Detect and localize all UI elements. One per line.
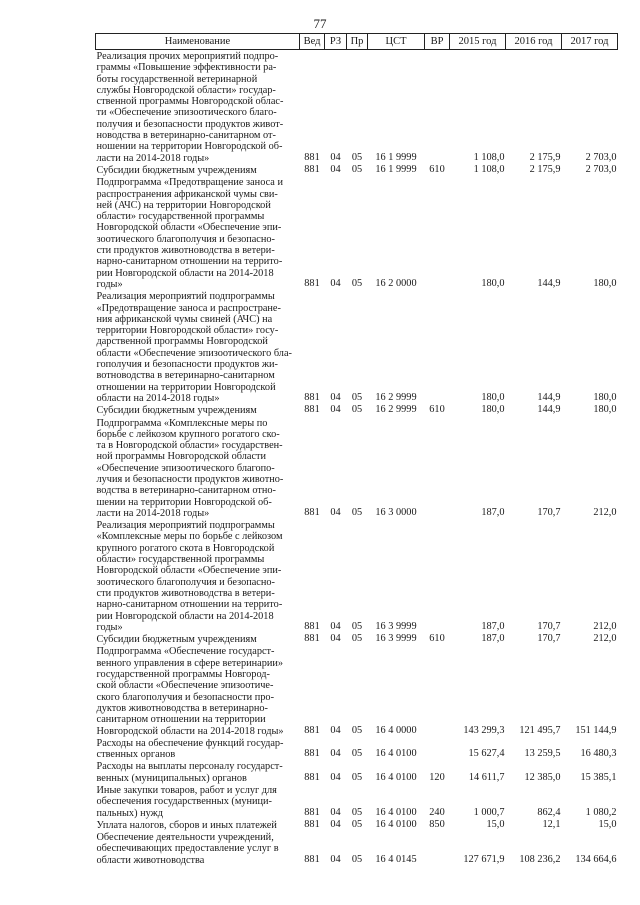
table-row	[96, 819, 618, 831]
row-name: Реализация мероприятий подпрограммы «Комплексные меры по борьбе с лейкозом крупного рогатого скота в Новгородской области» государственной программы Новгородской области «Обеспечение эпи- зоотического благополучия и безопасно- сти продуктов животноводства в ветери- нарно-санитарном отношении на террито- рии Новгородской области на 2014-2018 годы»	[96, 520, 283, 633]
row-pr: 05	[351, 620, 363, 632]
row-amount-2015: 15,0	[486, 818, 505, 830]
row-ved: 881	[304, 806, 320, 818]
row-amount-2017: 180,0	[593, 404, 617, 416]
row-amount-2016: 12 385,0	[524, 771, 561, 783]
row-ved: 881	[304, 633, 320, 645]
row-cst: 16 4 0000	[375, 724, 417, 736]
row-name: Субсидии бюджетным учреждениям	[96, 164, 257, 176]
row-amount-2017: 180,0	[593, 391, 617, 403]
header-2017: 2017 год	[562, 34, 618, 50]
row-amount-2016: 170,7	[537, 633, 561, 645]
table-row	[96, 831, 618, 866]
row-rz: 04	[330, 853, 341, 865]
table-row	[96, 760, 618, 784]
row-cst: 16 1 9999	[375, 151, 417, 163]
row-rz: 04	[330, 391, 341, 403]
row-rz: 04	[330, 806, 341, 818]
table-row	[96, 404, 618, 416]
row-rz: 04	[330, 277, 341, 289]
row-ved: 881	[304, 620, 320, 632]
row-vr: 610	[429, 633, 445, 645]
row-amount-2015: 1 108,0	[473, 163, 505, 175]
row-amount-2015: 187,0	[481, 633, 505, 645]
table-row	[96, 519, 618, 633]
row-ved: 881	[304, 724, 320, 736]
row-rz: 04	[330, 748, 341, 760]
row-rz: 04	[330, 771, 341, 783]
table-body	[96, 50, 618, 867]
row-amount-2017: 151 144,9	[575, 724, 617, 736]
header-cst: ЦСТ	[368, 34, 425, 50]
row-amount-2016: 144,9	[537, 391, 561, 403]
row-ved: 881	[304, 151, 320, 163]
table-row	[96, 645, 618, 736]
row-rz: 04	[330, 506, 341, 518]
row-amount-2016: 12,1	[542, 818, 561, 830]
row-amount-2016: 121 495,7	[519, 724, 561, 736]
row-ved: 881	[304, 818, 320, 830]
row-ved: 881	[304, 506, 320, 518]
row-pr: 05	[351, 748, 363, 760]
row-vr	[425, 176, 450, 290]
row-amount-2017: 212,0	[593, 620, 617, 632]
row-amount-2016: 13 259,5	[524, 748, 561, 760]
row-amount-2017: 15 385,1	[580, 771, 617, 783]
row-name: Обеспечение деятельности учреждений, обеспечивающих предоставление услуг в области животноводства	[96, 832, 279, 866]
row-amount-2015: 1 000,7	[473, 806, 505, 818]
row-pr: 05	[351, 818, 363, 830]
row-pr: 05	[351, 806, 363, 818]
row-name: Субсидии бюджетным учреждениям	[96, 405, 257, 417]
row-pr: 05	[351, 724, 363, 736]
table-header-row	[96, 34, 618, 50]
row-amount-2017: 2 703,0	[585, 151, 617, 163]
row-amount-2015: 187,0	[481, 620, 505, 632]
row-name: Субсидии бюджетным учреждениям	[96, 634, 257, 646]
row-cst: 16 1 9999	[375, 163, 417, 175]
row-amount-2017: 212,0	[593, 633, 617, 645]
row-rz: 04	[330, 620, 341, 632]
row-amount-2015: 180,0	[481, 277, 505, 289]
row-amount-2017: 15,0	[598, 818, 617, 830]
row-amount-2015: 180,0	[481, 391, 505, 403]
row-pr: 05	[351, 633, 363, 645]
row-amount-2015: 1 108,0	[473, 151, 505, 163]
row-vr: 850	[429, 818, 445, 830]
row-name: Уплата налогов, сборов и иных платежей	[96, 819, 277, 831]
row-amount-2016: 108 236,2	[519, 853, 561, 865]
row-cst: 16 4 0100	[375, 748, 417, 760]
row-rz: 04	[330, 633, 341, 645]
row-name: Реализация прочих мероприятий подпро- граммы «Повышение эффективности ра- боты государственной ветеринарной службы Новгородской области» государ- ственной программы Новгородской облас- ти «Обеспечение эпизоотического благо- получия и безопасности продуктов живот- новодства в ветеринарно-санитарном от- ношении на территории Новгородской об- ласти на 2014-2018 годы»	[96, 51, 284, 164]
row-vr	[425, 831, 450, 866]
row-vr	[425, 417, 450, 520]
row-cst: 16 3 9999	[375, 633, 417, 645]
table-row	[96, 176, 618, 290]
row-amount-2016: 170,7	[537, 620, 561, 632]
row-amount-2016: 144,9	[537, 277, 561, 289]
table-row	[96, 737, 618, 761]
row-name: Подпрограмма «Комплексные меры по борьбе с лейкозом крупного рогатого ско- та в Новгородской области» государствен- ной программы Новгородской области «Обеспечение эпизоотического благопо- лучия и безопасности продуктов животно- водства в ветеринарно-санитарном отно- шении на территории Новгородской об- ласти на 2014-2018 годы»	[96, 417, 284, 519]
row-amount-2015: 143 299,3	[463, 724, 505, 736]
row-vr	[425, 290, 450, 404]
row-cst: 16 2 0000	[375, 277, 417, 289]
row-cst: 16 3 0000	[375, 506, 417, 518]
row-cst: 16 4 0100	[375, 771, 417, 783]
row-vr	[425, 50, 450, 164]
row-rz: 04	[330, 151, 341, 163]
table-row	[96, 633, 618, 645]
row-amount-2017: 1 080,2	[585, 806, 617, 818]
row-ved: 881	[304, 404, 320, 416]
row-vr: 610	[429, 404, 445, 416]
row-name: Подпрограмма «Обеспечение государст- венного управления в сфере ветеринарии» государственной программы Новгород- ской области «Обеспечение эпизоотиче- ского благополучия и безопасности про- дуктов животноводства в ветеринарно- санитарном отношении на территории Новгородской области на 2014-2018 годы»	[96, 646, 284, 737]
row-name: Реализация мероприятий подпрограммы «Предотвращение заноса и распростране- ния африканской чумы свиней (АЧС) на территории Новгородской области» госу- дарственной программы Новгородской области «Обеспечение эпизоотического бла- гополучия и безопасности продуктов жи- вотноводства в ветеринарно-санитарном отношении на территории Новгородской области на 2014-2018 годы»	[96, 291, 292, 404]
row-amount-2015: 187,0	[481, 506, 505, 518]
row-pr: 05	[351, 277, 363, 289]
row-pr: 05	[351, 163, 363, 175]
row-amount-2017: 134 664,6	[575, 853, 617, 865]
row-name: Иные закупки товаров, работ и услуг для обеспечения государственных (муници- пальных) нужд	[96, 785, 277, 819]
table-row	[96, 50, 618, 164]
budget-table	[95, 33, 618, 866]
row-amount-2017: 16 480,3	[580, 748, 617, 760]
row-pr: 05	[351, 771, 363, 783]
row-vr: 610	[429, 163, 445, 175]
row-cst: 16 4 0145	[375, 853, 417, 865]
row-amount-2017: 212,0	[593, 506, 617, 518]
header-2016: 2016 год	[506, 34, 562, 50]
row-ved: 881	[304, 163, 320, 175]
row-amount-2015: 14 611,7	[468, 771, 505, 783]
header-vr: ВР	[425, 34, 450, 50]
table-row	[96, 784, 618, 819]
row-cst: 16 2 9999	[375, 404, 417, 416]
row-pr: 05	[351, 151, 363, 163]
header-rz: РЗ	[325, 34, 347, 50]
header-name: Наименование	[96, 34, 300, 50]
row-cst: 16 4 0100	[375, 806, 417, 818]
row-rz: 04	[330, 163, 341, 175]
row-vr	[425, 519, 450, 633]
row-amount-2016: 2 175,9	[529, 163, 561, 175]
row-amount-2016: 2 175,9	[529, 151, 561, 163]
row-vr	[425, 737, 450, 761]
row-name: Расходы на выплаты персоналу государст- венных (муниципальных) органов	[96, 761, 283, 784]
row-vr: 120	[429, 771, 445, 783]
row-amount-2017: 180,0	[593, 277, 617, 289]
row-cst: 16 2 9999	[375, 391, 417, 403]
row-amount-2017: 2 703,0	[585, 163, 617, 175]
row-amount-2015: 15 627,4	[468, 748, 505, 760]
header-ved: Вед	[300, 34, 325, 50]
row-amount-2015: 180,0	[481, 404, 505, 416]
row-vr: 240	[429, 806, 445, 818]
row-cst: 16 4 0100	[375, 818, 417, 830]
row-ved: 881	[304, 853, 320, 865]
row-rz: 04	[330, 724, 341, 736]
row-amount-2016: 170,7	[537, 506, 561, 518]
header-pr: Пр	[347, 34, 368, 50]
row-name: Подпрограмма «Предотвращение заноса и распространения африканской чумы сви- ней (АЧС) на территории Новгородской области» государственной программы Новгородской области «Обеспечение эпи- зоотического благополучия и безопасно- сти продуктов животноводства в ветери- нарно-санитарном отношении на террито- рии Новгородской области на 2014-2018 годы»	[96, 177, 283, 290]
row-vr	[425, 645, 450, 736]
row-ved: 881	[304, 277, 320, 289]
row-ved: 881	[304, 391, 320, 403]
row-pr: 05	[351, 853, 363, 865]
page-number: 77	[313, 16, 327, 31]
table-row	[96, 417, 618, 520]
row-rz: 04	[330, 818, 341, 830]
row-pr: 05	[351, 404, 363, 416]
row-pr: 05	[351, 391, 363, 403]
row-amount-2015: 127 671,9	[463, 853, 505, 865]
row-ved: 881	[304, 748, 320, 760]
row-amount-2016: 144,9	[537, 404, 561, 416]
table-row	[96, 290, 618, 404]
row-ved: 881	[304, 771, 320, 783]
row-cst: 16 3 9999	[375, 620, 417, 632]
row-rz: 04	[330, 404, 341, 416]
table-row	[96, 164, 618, 176]
row-pr: 05	[351, 506, 363, 518]
row-amount-2016: 862,4	[537, 806, 561, 818]
row-name: Расходы на обеспечение функций государ- ственных органов	[96, 737, 284, 761]
header-2015: 2015 год	[450, 34, 506, 50]
